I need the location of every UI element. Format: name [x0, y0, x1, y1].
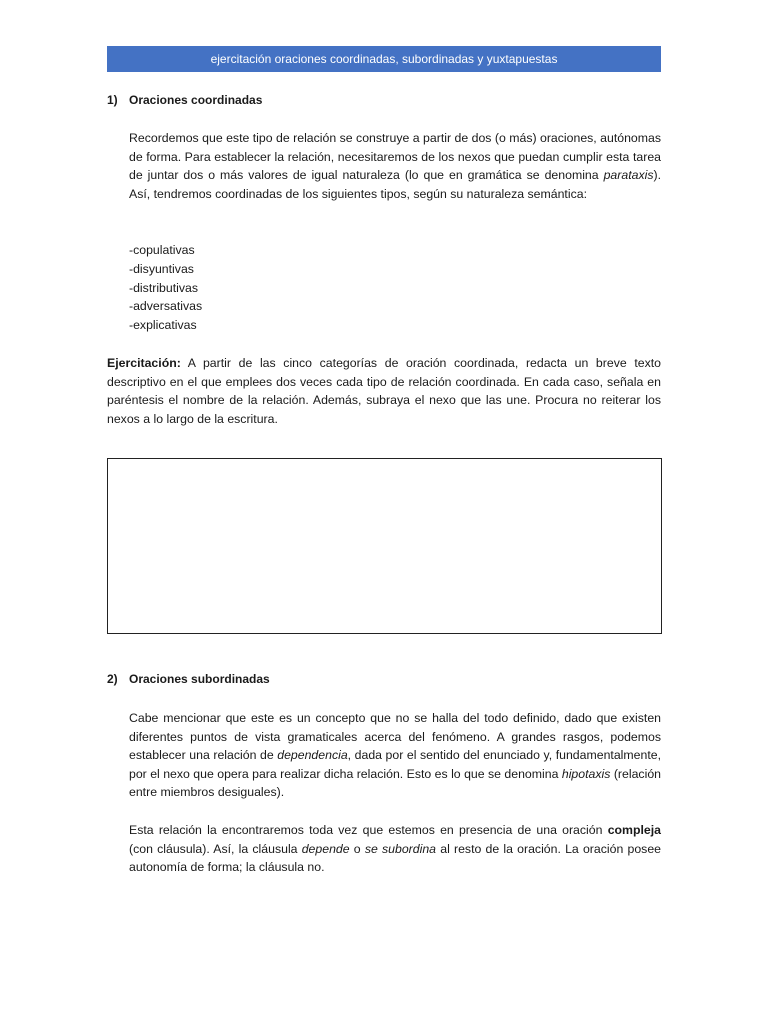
intro-text-b: ). Así, tendremos coordinadas de los siguientes tipos, según su naturaleza semántica:	[129, 168, 661, 201]
section-1-number: 1)	[107, 93, 118, 107]
section-2-title: Oraciones subordinadas	[129, 672, 270, 686]
exercise-paragraph	[107, 354, 661, 428]
exercise-label: Ejercitación:	[107, 356, 181, 370]
p2-text-a: Esta relación la encontraremos toda vez que estemos en presencia de una oración	[129, 823, 608, 837]
section-2-paragraph-2	[129, 821, 661, 877]
exercise-text: A partir de las cinco categorías de oración coordinada, redacta un breve texto descriptivo en el que emplees dos veces cada tipo de relación coordinada. En cada caso, señala en paréntesis el nombre de la relación. Además, subraya el nexo que las une. Procura no reiterar los nexos a lo largo de la escritura.	[107, 356, 661, 426]
p1-term-dependencia: dependencia	[277, 748, 348, 763]
section-1-heading	[107, 93, 262, 107]
section-2-heading	[107, 672, 270, 686]
p2-term-depende: depende	[301, 841, 350, 856]
list-item: -explicativas	[129, 318, 197, 333]
section-1-intro	[129, 129, 661, 203]
p2-text-b: (con cláusula). Así, la cláusula	[129, 841, 302, 856]
p2-term-compleja: compleja	[607, 823, 661, 837]
list-item: -adversativas	[129, 299, 203, 314]
p2-term-se-subordina: se subordina	[364, 841, 437, 856]
section-2-number: 2)	[107, 672, 118, 686]
section-1-title: Oraciones coordinadas	[129, 93, 263, 107]
p2-text-c: o	[349, 841, 365, 856]
list-item: -distributivas	[129, 280, 199, 295]
intro-term-parataxis: parataxis	[603, 168, 654, 183]
section-2-paragraph-1	[129, 709, 661, 802]
list-item: -copulativas	[129, 243, 195, 257]
p2-text-d: al resto de la oración. La oración posee autonomía de forma; la cláusula no.	[129, 841, 661, 875]
answer-box[interactable]	[107, 458, 662, 634]
intro-text-a: Recordemos que este tipo de relación se construye a partir de dos (o más) oraciones, autónomas de forma. Para establecer la relación, necesitaremos de los nexos que puedan cumplir esta tarea de juntar dos o más valores de igual naturaleza (lo que en gramática se denomina	[129, 131, 661, 183]
document-title-bar	[107, 46, 661, 72]
p1-text-c: (relación entre miembros desiguales).	[129, 766, 661, 800]
p1-term-hipotaxis: hipotaxis	[561, 766, 611, 781]
list-item: -disyuntivas	[129, 261, 194, 276]
coordination-types-list	[129, 241, 202, 335]
p1-text-a: Cabe mencionar que este es un concepto que no se halla del todo definido, dado que existen diferentes puntos de vista gramaticales acerca del fenómeno. A grandes rasgos, podemos establecer una relación de	[129, 711, 661, 763]
p1-text-b: , dada por el sentido del enunciado y, fundamentalmente, por el nexo que opera para realizar dicha relación. Esto es lo que se denomina	[129, 748, 661, 781]
document-title: ejercitación oraciones coordinadas, subordinadas y yuxtapuestas	[210, 52, 558, 66]
